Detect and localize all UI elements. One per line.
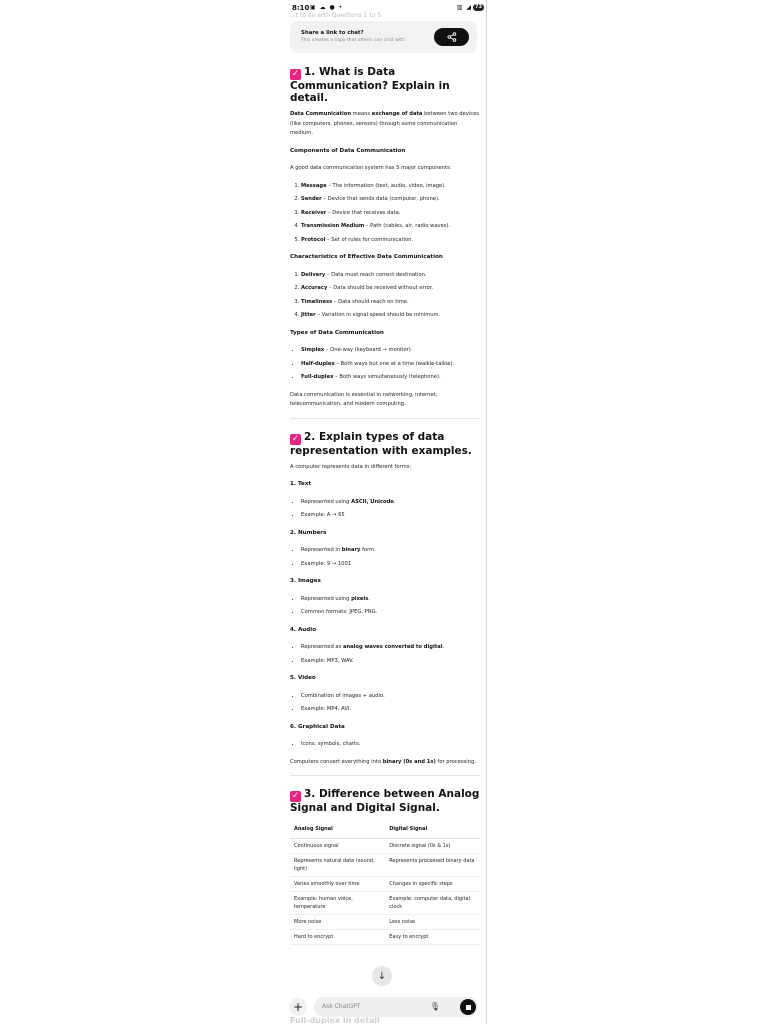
share-subtitle: This creates a copy that others can chat with bbox=[301, 38, 405, 43]
list-item bbox=[301, 373, 480, 383]
list-text: Represented using bbox=[301, 498, 352, 505]
audio-heading: 4. Audio bbox=[290, 626, 317, 633]
list-text: Represented using bbox=[301, 595, 352, 602]
numbers-list bbox=[290, 546, 480, 569]
section-2-title: 2. Explain types of data representation with examples. bbox=[290, 430, 472, 457]
table-row bbox=[290, 877, 480, 892]
table-row bbox=[290, 892, 480, 915]
list-term: Jitter bbox=[301, 312, 316, 318]
microphone-icon[interactable]: 🎙 bbox=[429, 1002, 440, 1011]
table-cell: Example: computer data, digital clock bbox=[385, 892, 480, 915]
section-2-intro: A computer represents data in different forms: bbox=[290, 463, 412, 470]
list-term: pixels bbox=[351, 595, 369, 602]
list-desc: – Device that receives data. bbox=[326, 209, 401, 216]
list-desc: – Data should reach on time. bbox=[332, 298, 409, 305]
list-term: Protocol bbox=[301, 236, 326, 243]
list-text: . bbox=[368, 595, 370, 602]
images-heading: 3. Images bbox=[290, 578, 321, 584]
signal-icons: ▥ ◢ bbox=[456, 4, 472, 11]
list-item bbox=[301, 222, 480, 232]
list-item bbox=[301, 643, 480, 653]
chat-input[interactable] bbox=[314, 997, 478, 1017]
list-term: Receiver bbox=[301, 209, 327, 216]
chat-response bbox=[290, 66, 480, 945]
table-row bbox=[290, 854, 480, 877]
table-cell: More noise bbox=[290, 915, 385, 930]
list-desc: – Set of rules for communication. bbox=[325, 236, 414, 243]
intro-term-2: exchange of data bbox=[371, 111, 423, 117]
graphical-heading: 6. Graphical Data bbox=[290, 723, 345, 730]
section-2-outro bbox=[290, 758, 480, 768]
stop-generating-button[interactable] bbox=[460, 999, 476, 1015]
list-term: Message bbox=[301, 182, 327, 189]
images-list bbox=[290, 595, 480, 618]
add-attachment-button[interactable] bbox=[289, 998, 307, 1016]
table-cell: Changes in specific steps bbox=[385, 877, 480, 892]
list-desc: – Both ways simultaneously (telephone). bbox=[333, 374, 441, 380]
list-text: . bbox=[393, 498, 396, 505]
list-term: Simplex bbox=[301, 347, 325, 353]
list-item bbox=[301, 284, 480, 294]
checkbox-emoji-icon: ✓ bbox=[291, 69, 300, 79]
list-item bbox=[301, 360, 480, 370]
comparison-table bbox=[290, 820, 480, 945]
list-text: Represented as bbox=[301, 644, 343, 650]
section-3-heading bbox=[290, 788, 480, 814]
section-divider bbox=[290, 775, 480, 776]
numbers-heading: 2. Numbers bbox=[290, 529, 327, 536]
components-intro: A good data communication system has 5 major components: bbox=[290, 165, 452, 171]
list-term: Delivery bbox=[301, 271, 326, 278]
share-icon bbox=[447, 32, 457, 42]
list-desc: – The information (text, audio, video, image). bbox=[326, 182, 446, 189]
list-term: Transmission Medium bbox=[301, 223, 365, 229]
list-item bbox=[301, 498, 480, 508]
table-cell: Example: human voice, temperature bbox=[290, 892, 385, 915]
list-item bbox=[301, 236, 480, 246]
list-desc: – One-way (keyboard → monitor). bbox=[324, 347, 413, 353]
table-cell: Continuous signal bbox=[290, 839, 385, 854]
list-item bbox=[301, 271, 480, 281]
list-term: Sender bbox=[301, 196, 322, 202]
list-item bbox=[301, 546, 480, 556]
list-item: • Example: 9 → 1001 bbox=[301, 560, 480, 570]
text-heading: 1. Text bbox=[290, 481, 312, 487]
intro-term-1: Data Communication bbox=[290, 111, 352, 117]
status-time: 8:10 bbox=[292, 4, 310, 12]
list-item: • Example: A → 65 bbox=[301, 511, 480, 521]
list-item bbox=[301, 195, 480, 205]
list-desc: – Data should be received without error. bbox=[327, 285, 434, 291]
table-cell: Hard to encrypt bbox=[290, 930, 385, 945]
list-term: Half-duplex bbox=[301, 360, 335, 367]
intro-text-2: between two devices (like computers, phones, sensors) through some communication medium. bbox=[290, 111, 480, 136]
table-row bbox=[290, 930, 480, 945]
outro-term: binary (0s and 1s) bbox=[382, 758, 436, 765]
list-term: Timeliness bbox=[301, 298, 333, 305]
scrolled-text-fragment: Full-duplex in detail bbox=[290, 1016, 380, 1024]
share-link-banner bbox=[290, 21, 477, 53]
components-heading: Components of Data Communication bbox=[290, 147, 406, 154]
section-2-heading bbox=[290, 431, 480, 457]
section-1-title: 1. What is Data Communication? Explain in detail. bbox=[290, 66, 450, 104]
list-item: • Combination of images + audio. bbox=[301, 692, 480, 702]
section-1-heading bbox=[290, 66, 480, 104]
table-cell: Represents natural data (sound, light) bbox=[290, 854, 385, 877]
table-row bbox=[290, 839, 480, 854]
list-desc: – Path (cables, air, radio waves). bbox=[364, 223, 451, 229]
list-item: • Example: MP4, AVI. bbox=[301, 705, 480, 715]
list-desc: – Variation in signal speed should be minimum. bbox=[315, 312, 441, 318]
list-item bbox=[301, 209, 480, 219]
chat-input-placeholder: Ask ChatGPT bbox=[322, 1003, 361, 1010]
section-divider bbox=[290, 418, 480, 419]
list-item bbox=[301, 298, 480, 308]
outro-text: Computers convert everything into bbox=[290, 758, 383, 765]
text-list bbox=[290, 498, 480, 521]
scroll-down-button[interactable] bbox=[372, 966, 392, 986]
list-term: Accuracy bbox=[301, 285, 328, 291]
column-header: Digital Signal bbox=[385, 820, 480, 839]
stop-icon bbox=[466, 1005, 471, 1010]
list-desc: – Device that sends data (computer, phone). bbox=[321, 196, 440, 202]
list-text: form. bbox=[360, 547, 376, 553]
list-term: ASCII, Unicode bbox=[351, 498, 394, 505]
intro-text-1: means bbox=[351, 111, 372, 117]
list-term: analog waves converted to digital bbox=[342, 644, 443, 650]
list-text: . bbox=[442, 644, 445, 650]
list-item bbox=[301, 182, 480, 192]
list-desc: – Data must reach correct destination. bbox=[325, 271, 427, 278]
audio-list bbox=[290, 643, 480, 666]
section-3-title: 3. Difference between Analog Signal and Digital Signal. bbox=[290, 788, 480, 814]
section-1-outro: Data communication is essential in networking, internet, telecommunication, and modern computing. bbox=[290, 391, 438, 407]
column-header: Analog Signal bbox=[290, 820, 385, 839]
phone-screen bbox=[284, 0, 487, 1024]
list-text: Represented in bbox=[301, 547, 342, 553]
table-cell: Easy to encrypt bbox=[385, 930, 480, 945]
notification-icons: ▣ ☁ ● • bbox=[310, 4, 344, 11]
table-cell: Less noise bbox=[385, 915, 480, 930]
table-row bbox=[290, 915, 480, 930]
scrolled-text-fragment: ...t to do with Questions 1 to 5 bbox=[290, 12, 382, 19]
share-button[interactable] bbox=[434, 28, 469, 46]
battery-icon: 73 bbox=[473, 4, 484, 11]
list-desc: – Both ways but one at a time (walkie-talkie). bbox=[334, 360, 455, 367]
list-item: • Example: MP3, WAV. bbox=[301, 657, 480, 667]
table-cell: Represents processed binary data bbox=[385, 854, 480, 877]
list-item: • Common formats: JPEG, PNG. bbox=[301, 608, 480, 618]
types-heading: Types of Data Communication bbox=[290, 329, 384, 336]
components-list bbox=[290, 182, 480, 246]
list-term: Full-duplex bbox=[301, 374, 334, 380]
video-list bbox=[290, 692, 480, 715]
table-cell: Discrete signal (0s & 1s) bbox=[385, 839, 480, 854]
list-item bbox=[301, 595, 480, 605]
video-heading: 5. Video bbox=[290, 675, 316, 681]
list-item: • Icons, symbols, charts. bbox=[301, 740, 480, 750]
table-header-row bbox=[290, 820, 480, 839]
list-item bbox=[301, 346, 480, 356]
table-cell: Varies smoothly over time bbox=[290, 877, 385, 892]
outro-text: for processing. bbox=[435, 758, 476, 765]
checkbox-emoji-icon: ✓ bbox=[291, 791, 300, 801]
characteristics-heading: Characteristics of Effective Data Communication bbox=[290, 254, 443, 260]
arrow-down-icon: ↓ bbox=[377, 970, 387, 982]
graphical-list bbox=[290, 740, 480, 750]
section-1-intro bbox=[290, 110, 480, 139]
list-item bbox=[301, 311, 480, 321]
plus-icon: + bbox=[292, 1000, 304, 1014]
types-list bbox=[290, 346, 480, 383]
characteristics-list bbox=[290, 271, 480, 321]
list-term: binary bbox=[341, 547, 361, 553]
share-title: Share a link to chat? bbox=[301, 30, 364, 36]
checkbox-emoji-icon: ✓ bbox=[291, 433, 300, 444]
